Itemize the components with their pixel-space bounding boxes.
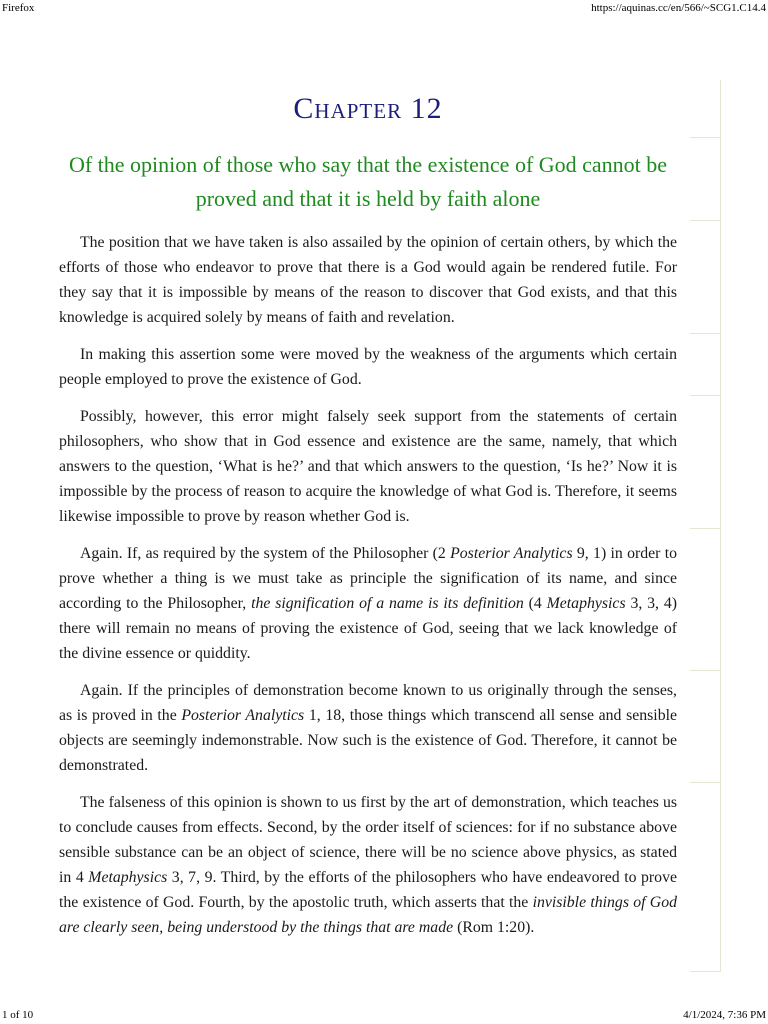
margin-tick (690, 670, 720, 671)
paragraph-text: 3, 3, 4) there will remain no means of proving the existence of God, seeing that we lack knowledge of the divine essence or quiddity. (59, 595, 678, 662)
paragraph-text: The falseness of this opinion is shown to us first by the art of demonstration, which teaches us to conclude causes from effects. Second, by the order itself of sciences: for if no substance above sensible substance can be an object of science, there will be no science above physics, as stated in 4 (59, 794, 677, 886)
paragraph-text: 1, 18, those things which transcend all sense and sensible objects are seemingly indemonstrable. Now such is the existence of God. Therefore, it cannot be demonstrated. (59, 707, 677, 774)
print-timestamp: 4/1/2024, 7:36 PM (683, 1009, 766, 1021)
margin-tick (690, 333, 720, 334)
paragraph (59, 678, 677, 778)
chapter-title: Chapter 12 (293, 92, 443, 125)
margin-tick (690, 395, 720, 396)
paragraph-text: (Rom 1:20). (453, 919, 535, 936)
paragraph-text: 9, 1) in order to prove whether a thing is we must take as principle the signification of its name, and since according to the Philosopher, (59, 545, 677, 612)
margin-tick (690, 971, 720, 972)
print-footer (0, 1008, 768, 1024)
margin-tick (690, 220, 720, 221)
chapter-content (59, 86, 677, 952)
work-title: Posterior Analytics (181, 707, 305, 724)
work-title: Posterior Analytics (450, 545, 573, 562)
paragraph-text: In making this assertion some were moved by the weakness of the arguments which certain people employed to prove the existence of God. (59, 346, 677, 388)
page-url: https://aquinas.cc/en/566/~SCG1.C14.4 (591, 2, 766, 14)
page-indicator: 1 of 10 (2, 1009, 34, 1021)
margin-tick (690, 782, 720, 783)
paragraph-text: Again. If, as required by the system of the Philosopher (2 (80, 545, 451, 562)
margin-tick (690, 528, 720, 529)
paragraph-text: Possibly, however, this error might falsely seek support from the statements of certain philosophers, who show that in God essence and existence are the same, namely, that which answers to the question, ‘What is he?’ and that which answers to the question, ‘Is he?’ Now it is impossible by the process of reason to acquire the knowledge of what God is. Therefore, it seems likewise impossible to prove by reason whether God is. (59, 408, 677, 525)
paragraph-text: The position that we have taken is also assailed by the opinion of certain others, by which the efforts of those who endeavor to prove that there is a God would again be rendered futile. For they say that it is impossible by means of the reason to discover that God exists, and that this knowledge is acquired solely by means of faith and revelation. (59, 234, 677, 326)
quotation: invisible things of God are clearly seen, being understood by the things that are made (59, 894, 678, 936)
margin-rule (720, 80, 721, 972)
margin-tick (690, 137, 720, 138)
paragraph (59, 541, 677, 666)
paragraph (59, 404, 677, 529)
chapter-subtitle: Of the opinion of those who say that the existence of God cannot be proved and that it is held by faith alone (68, 152, 668, 211)
work-title: Metaphysics (546, 595, 626, 612)
paragraph-text: (4 (523, 595, 547, 612)
browser-name: Firefox (2, 2, 35, 14)
paragraph-text: Again. If the principles of demonstration become known to us originally through the senses, as is proved in the (59, 682, 677, 724)
paragraph (59, 230, 677, 330)
paragraph (59, 342, 677, 392)
quotation: the signification of a name is its definition (251, 595, 524, 612)
paragraph-text: 3, 7, 9. Third, by the efforts of the philosophers who have endeavored to prove the existence of God. Fourth, by the apostolic truth, which asserts that the (59, 869, 677, 911)
work-title: Metaphysics (88, 869, 168, 886)
print-header (0, 0, 768, 16)
paragraph (59, 790, 677, 940)
